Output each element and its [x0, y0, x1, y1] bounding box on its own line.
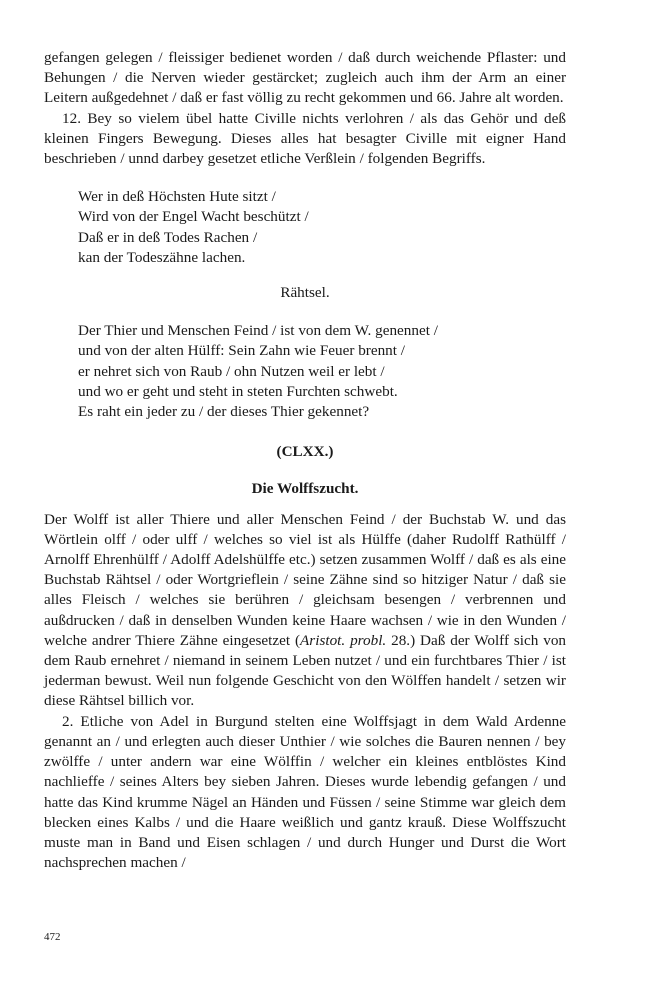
paragraph-text: Daß der Wolff sich von dem Raub ernehret / niemand in seinem Leben nutzet / und ein furchtbares Thier / ist jederman bewust. Weil nun folgende Geschicht von den Wölffen handelt / setzen wir diese Rähtsel billich vor. [44, 631, 567, 710]
verse-line: Daß er in deß Todes Rachen / [78, 228, 258, 246]
citation-author: Aristot. probl. [300, 631, 387, 649]
verse-line: er nehret sich von Raub / ohn Nutzen weil er lebt / [78, 362, 385, 380]
verse-line: kan der Todeszähne lachen. [78, 248, 246, 266]
verse-line: und wo er geht und steht in steten Furchten schwebt. [78, 382, 398, 400]
paragraph-text: Der Wolff ist aller Thiere und aller Menschen Feind / der Buchstab W. und das Wörtlein olff / oder ulff / welches so viel ist als Hülffe (daher Rudolff Rathülff / Arnolff Ehrenhülff / Adolff Adelshülffe etc.) setzen zusammen Wolff / daß es als eine Buchstab Rähtsel / oder Wortgrieflein / seine Zähne sind so hitziger Natur / daß sie alles Fleisch / welches sie berühren / gleichsam besengen / verbrennen und außdrucken / daß in denselben Wunden keine Haare wachsen / wie in den Wunden / welche andrer Thiere Zähne eingesetzet ( [44, 510, 566, 649]
riddle-heading: Rähtsel. [280, 284, 330, 302]
verse-line: Wird von der Engel Wacht beschützt / [78, 208, 309, 226]
paragraph-wolf-intro [44, 510, 566, 712]
verse-line: Wer in deß Höchsten Hute sitzt / [78, 188, 276, 206]
verse-block-2 [78, 321, 566, 422]
paragraph-continuation: gefangen gelegen / fleissiger bedienet worden / daß durch weichende Pflaster: und Behungen / die Nerven wieder gestärcket; zugleich auch ihm der Arm an einer Leitern außgedehnet / daß er fast völlig zu recht gekommen und 66. Jahre alt worden. [44, 49, 566, 107]
section-number: (CLXX.) [276, 443, 334, 461]
verse-block-1 [78, 187, 566, 268]
paragraph-12: 12. Bey so vielem übel hatte Civille nichts verlohren / als das Gehör und deß kleinen Fingers Bewegung. Dieses alles hat besagter Civille mit eigner Hand beschrieben / unnd darbey gesetzet etliche Verßlein / folgenden Begriffs. [44, 109, 566, 168]
citation-number: 28.) [386, 631, 416, 649]
verse-line: Der Thier und Menschen Feind / ist von dem W. genennet / [78, 322, 438, 340]
paragraph-2: 2. Etliche von Adel in Burgund stelten eine Wolffsjagt in dem Wald Ardenne genannt an / und erlegten auch dieser Unthier / wie solches die Bauren nennen / bey zwölffe / unter andern war eine Wölffin / welcher ein kleines entblöstes Kind nachlieffe / seines Alters bey sieben Jahren. Dieses wurde lebendig gefangen / und hatte das Kind krumme Nägel an Händen und Füssen / seine Stimme war gleich dem blecken eines Kalbs / und die Haare weißlich und gantz krauß. Diese Wolffszucht muste man in Band und Eisen schlagen / und durch Hunger und Durst die Wort nachsprechen machen / [44, 712, 566, 872]
verse-line: Es raht ein jeder zu / der dieses Thier gekennet? [78, 403, 370, 421]
verse-line: und von der alten Hülff: Sein Zahn wie Feuer brennt / [78, 342, 406, 360]
section-title: Die Wolffszucht. [251, 480, 359, 498]
page-text [44, 48, 566, 873]
page-number: 472 [44, 931, 61, 943]
